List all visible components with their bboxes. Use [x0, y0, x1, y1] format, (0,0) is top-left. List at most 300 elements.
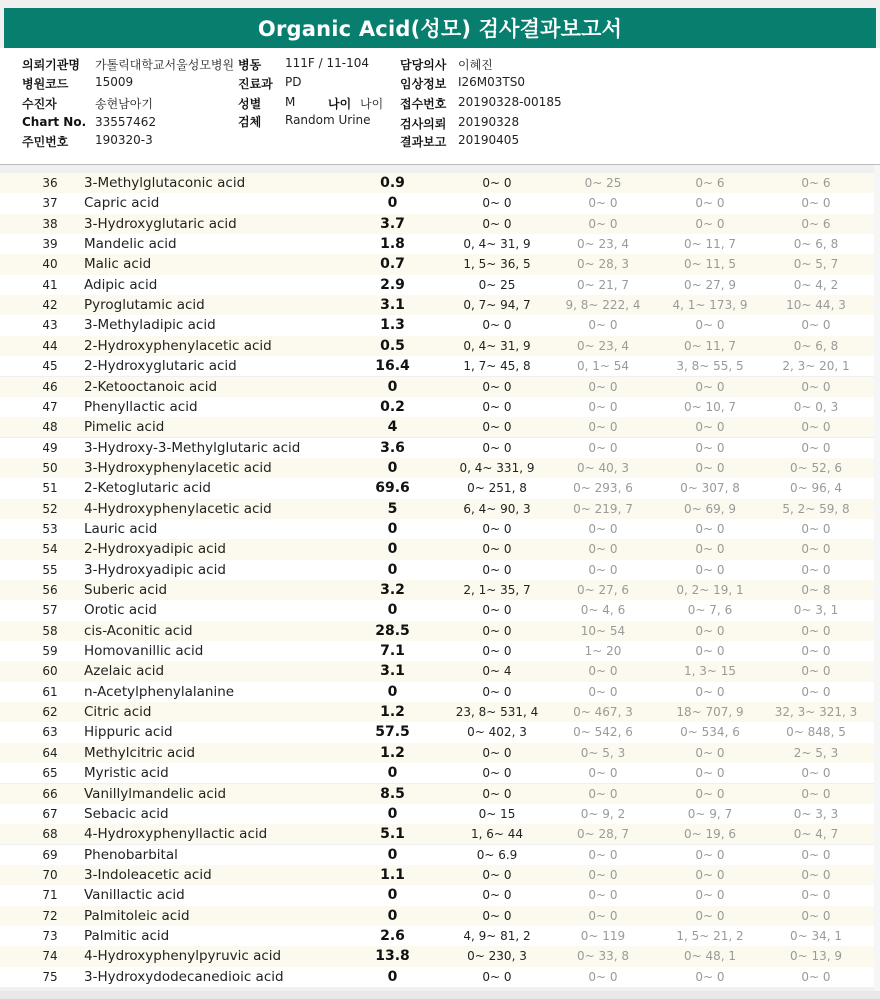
reference-range-2: 0~ 5, 3	[580, 745, 626, 760]
result-value: 8.5	[380, 785, 405, 802]
compound-name: 2-Ketoglutaric acid	[84, 480, 211, 497]
row-number: 41	[42, 277, 58, 292]
reference-range-4: 5, 2~ 59, 8	[782, 501, 850, 516]
reference-range-4: 0~ 0	[801, 542, 831, 557]
table-row	[0, 967, 880, 987]
reference-range-1: 0~ 0	[482, 908, 512, 923]
reference-range-4: 0~ 0	[801, 684, 831, 699]
reference-range-2: 0~ 0	[588, 542, 618, 557]
compound-name: Sebacic acid	[84, 805, 169, 822]
compound-name: Palmitoleic acid	[84, 907, 190, 924]
compound-name: Pyroglutamic acid	[84, 297, 205, 314]
reference-range-1: 0~ 0	[482, 379, 512, 394]
result-value: 0	[387, 887, 398, 904]
result-value: 3.2	[380, 582, 405, 598]
reference-range-2: 1~ 20	[584, 644, 622, 659]
result-value: 3.1	[380, 663, 405, 680]
reference-range-4: 0~ 848, 5	[786, 725, 846, 740]
report-date-label: 결과보고	[400, 135, 447, 149]
patient-value: 송현남아기	[95, 97, 153, 111]
reference-range-2: 0~ 25	[584, 176, 622, 190]
table-row	[0, 519, 880, 539]
row-number: 48	[42, 420, 58, 435]
table-row	[0, 580, 880, 600]
reference-range-2: 0~ 27, 6	[576, 583, 630, 597]
reference-range-1: 1, 7~ 45, 8	[463, 359, 531, 374]
reference-range-1: 0~ 15	[478, 806, 516, 821]
result-value: 2.6	[380, 927, 405, 944]
institution-label: 의뢰기관명	[22, 58, 80, 72]
row-number: 54	[42, 542, 58, 557]
table-row	[0, 946, 880, 966]
reference-range-4: 32, 3~ 321, 3	[774, 705, 858, 720]
table-row	[0, 539, 880, 559]
table-row	[0, 804, 880, 824]
table-row	[0, 458, 880, 478]
table-row	[0, 885, 880, 905]
table-row	[0, 254, 880, 274]
hospital-code-value: 15009	[95, 75, 134, 89]
table-row	[0, 275, 880, 295]
hospital-code-label: 병원코드	[22, 77, 69, 91]
row-number: 37	[42, 196, 58, 211]
table-row	[0, 560, 880, 580]
department-value: PD	[285, 75, 302, 89]
compound-name: Pimelic acid	[84, 419, 165, 436]
compound-name: Malic acid	[84, 256, 152, 273]
result-value: 0	[387, 378, 398, 395]
reference-range-3: 0~ 0	[695, 420, 725, 435]
reference-range-2: 0~ 0	[588, 766, 618, 781]
compound-name: Capric acid	[84, 195, 160, 212]
reference-range-4: 0~ 3, 3	[793, 806, 839, 821]
row-number: 73	[42, 928, 58, 943]
reference-range-1: 0~ 4	[482, 664, 512, 679]
table-row	[0, 824, 880, 844]
reference-range-2: 0~ 0	[588, 969, 618, 984]
reference-range-2: 0~ 4, 6	[580, 603, 626, 618]
reference-range-4: 0~ 0	[801, 420, 831, 435]
row-number: 64	[42, 745, 58, 760]
compound-name: Phenyllactic acid	[84, 398, 198, 415]
reference-range-3: 0~ 11, 7	[683, 338, 737, 353]
reference-range-3: 0~ 0	[695, 888, 725, 903]
row-number: 59	[42, 644, 58, 659]
reference-range-2: 0~ 0	[588, 216, 618, 231]
row-number: 50	[42, 460, 58, 475]
reference-range-4: 0~ 6	[801, 176, 831, 190]
reference-range-1: 0~ 0	[482, 562, 512, 577]
compound-name: Lauric acid	[84, 520, 158, 537]
chart-number-value: 33557462	[95, 115, 157, 129]
reference-range-2: 0~ 0	[588, 379, 618, 394]
row-number: 62	[42, 705, 58, 720]
compound-name: 3-Methyladipic acid	[84, 317, 216, 334]
row-number: 70	[42, 867, 58, 882]
reference-range-3: 18~ 707, 9	[676, 705, 744, 720]
reference-range-2: 0~ 28, 3	[576, 257, 630, 272]
result-value: 1.2	[380, 704, 405, 721]
compound-name: Suberic acid	[84, 582, 168, 598]
compound-name: Vanillactic acid	[84, 887, 185, 904]
chart-number-label: Chart No.	[22, 115, 87, 129]
reference-range-3: 0~ 0	[695, 623, 725, 638]
result-value: 0.7	[380, 256, 405, 273]
reference-range-1: 0~ 0	[482, 176, 512, 190]
request-date-label: 검사의뢰	[400, 117, 447, 131]
resident-id-label: 주민번호	[22, 135, 69, 149]
reference-range-4: 0~ 0	[801, 847, 831, 862]
reference-range-4: 0~ 0	[801, 318, 831, 333]
result-value: 0	[387, 561, 398, 578]
reference-range-4: 0~ 4, 7	[793, 827, 839, 842]
clinical-info-label: 임상정보	[400, 77, 447, 91]
reference-range-2: 0~ 0	[588, 399, 618, 414]
compound-name: 4-Hydroxyphenylacetic acid	[84, 500, 272, 517]
reference-range-1: 0~ 0	[482, 440, 512, 455]
table-row	[0, 743, 880, 763]
compound-name: Methylcitric acid	[84, 744, 196, 761]
compound-name: 2-Ketooctanoic acid	[84, 378, 218, 395]
reference-range-2: 0, 1~ 54	[576, 359, 630, 374]
row-number: 38	[42, 216, 58, 231]
reference-range-4: 0~ 0	[801, 969, 831, 984]
reference-range-1: 0~ 0	[482, 745, 512, 760]
result-value: 0	[387, 907, 398, 924]
reference-range-1: 0~ 0	[482, 684, 512, 699]
row-number: 49	[42, 440, 58, 455]
result-value: 69.6	[375, 480, 410, 497]
reference-range-3: 0~ 0	[695, 908, 725, 923]
reference-range-4: 0~ 0	[801, 196, 831, 211]
reference-range-1: 0~ 6.9	[476, 847, 518, 862]
table-row	[0, 377, 880, 397]
result-value: 16.4	[375, 358, 410, 375]
result-value: 0	[387, 765, 398, 782]
table-row	[0, 641, 880, 661]
reference-range-2: 0~ 293, 6	[573, 481, 633, 496]
row-number: 67	[42, 806, 58, 821]
reference-range-1: 0~ 0	[482, 644, 512, 659]
result-value: 0.2	[380, 398, 405, 415]
compound-name: Azelaic acid	[84, 663, 165, 680]
reference-range-2: 0~ 21, 7	[576, 277, 630, 292]
patient-info-panel	[0, 48, 880, 165]
reference-range-1: 6, 4~ 90, 3	[463, 501, 531, 516]
row-number: 51	[42, 481, 58, 496]
reference-range-4: 0~ 0, 3	[793, 399, 839, 414]
table-row	[0, 926, 880, 946]
reference-range-4: 0~ 0	[801, 562, 831, 577]
compound-name: 3-Hydroxyphenylacetic acid	[84, 459, 272, 476]
row-number: 74	[42, 949, 58, 964]
row-number: 44	[42, 338, 58, 353]
reference-range-1: 2, 1~ 35, 7	[463, 583, 531, 597]
reference-range-1: 0~ 0	[482, 420, 512, 435]
reference-range-1: 0~ 0	[482, 867, 512, 882]
result-value: 28.5	[375, 622, 410, 639]
row-number: 42	[42, 298, 58, 313]
compound-name: 4-Hydroxyphenylpyruvic acid	[84, 948, 282, 965]
result-value: 0	[387, 602, 398, 619]
table-row	[0, 763, 880, 783]
row-number: 61	[42, 684, 58, 699]
reference-range-4: 0~ 4, 2	[793, 277, 839, 292]
report-date-value: 20190405	[458, 133, 520, 147]
reference-range-1: 0~ 0	[482, 603, 512, 618]
reference-range-2: 0~ 0	[588, 888, 618, 903]
reference-range-4: 0~ 34, 1	[789, 928, 843, 943]
reference-range-4: 0~ 0	[801, 867, 831, 882]
reference-range-1: 0, 4~ 31, 9	[463, 338, 531, 353]
reference-range-1: 4, 9~ 81, 2	[463, 928, 531, 943]
reference-range-2: 0~ 467, 3	[573, 705, 633, 720]
result-value: 13.8	[375, 948, 410, 965]
result-value: 0	[387, 846, 398, 863]
compound-name: 3-Hydroxy-3-Methylglutaric acid	[84, 439, 301, 456]
row-number: 57	[42, 603, 58, 618]
receipt-number-value: 20190328-00185	[458, 95, 562, 109]
reference-range-1: 0~ 0	[482, 399, 512, 414]
compound-name: 2-Hydroxyphenylacetic acid	[84, 337, 272, 354]
reference-range-2: 0~ 119	[580, 928, 626, 943]
row-number: 56	[42, 583, 58, 597]
compound-name: Mandelic acid	[84, 236, 177, 253]
reference-range-3: 0~ 0	[695, 318, 725, 333]
row-number: 46	[42, 379, 58, 394]
reference-range-4: 0~ 0	[801, 766, 831, 781]
compound-name: Hippuric acid	[84, 724, 173, 741]
compound-name: Palmitic acid	[84, 927, 170, 944]
row-number: 58	[42, 623, 58, 638]
reference-range-1: 23, 8~ 531, 4	[455, 705, 539, 720]
scrollbar[interactable]	[874, 165, 880, 991]
compound-name: Orotic acid	[84, 602, 157, 619]
sex-label: 성별	[238, 97, 262, 111]
reference-range-4: 0~ 3, 1	[793, 603, 839, 618]
reference-range-3: 0~ 9, 7	[687, 806, 733, 821]
reference-range-1: 0~ 0	[482, 786, 512, 801]
reference-range-1: 1, 6~ 44	[470, 827, 524, 842]
reference-range-2: 0~ 28, 7	[576, 827, 630, 842]
result-value: 0	[387, 459, 398, 476]
table-row	[0, 845, 880, 865]
doctor-label: 담당의사	[400, 58, 447, 72]
reference-range-2: 9, 8~ 222, 4	[565, 298, 641, 313]
row-number: 65	[42, 766, 58, 781]
reference-range-3: 0~ 0	[695, 440, 725, 455]
receipt-number-label: 접수번호	[400, 97, 447, 111]
result-value: 5	[387, 500, 398, 517]
reference-range-2: 0~ 0	[588, 847, 618, 862]
compound-name: Vanillylmandelic acid	[84, 785, 227, 802]
reference-range-4: 0~ 5, 7	[793, 257, 839, 272]
compound-name: 3-Hydroxydodecanedioic acid	[84, 968, 284, 985]
reference-range-3: 0~ 0	[695, 460, 725, 475]
reference-range-2: 0~ 0	[588, 664, 618, 679]
reference-range-3: 0~ 0	[695, 562, 725, 577]
patient-label: 수진자	[22, 97, 57, 111]
reference-range-3: 0~ 69, 9	[683, 501, 737, 516]
compound-name: n-Acetylphenylalanine	[84, 683, 235, 700]
compound-name: 4-Hydroxyphenyllactic acid	[84, 826, 268, 843]
table-row	[0, 906, 880, 926]
table-row	[0, 315, 880, 335]
reference-range-3: 0~ 0	[695, 745, 725, 760]
reference-range-3: 0~ 7, 6	[687, 603, 733, 618]
table-row	[0, 417, 880, 437]
result-value: 1.3	[380, 317, 405, 334]
result-value: 57.5	[375, 724, 410, 741]
reference-range-2: 0~ 0	[588, 786, 618, 801]
table-row	[0, 621, 880, 641]
reference-range-1: 0~ 25	[478, 277, 516, 292]
row-number: 60	[42, 664, 58, 679]
row-number: 75	[42, 969, 58, 984]
reference-range-3: 1, 5~ 21, 2	[676, 928, 744, 943]
reference-range-3: 0~ 11, 7	[683, 237, 737, 252]
reference-range-3: 0~ 19, 6	[683, 827, 737, 842]
reference-range-1: 0~ 0	[482, 196, 512, 211]
reference-range-2: 0~ 40, 3	[576, 460, 630, 475]
institution-value: 가톨릭대학교서울성모병원	[95, 58, 235, 72]
row-number: 71	[42, 888, 58, 903]
reference-range-4: 0~ 6, 8	[793, 237, 839, 252]
table-row	[0, 193, 880, 213]
reference-range-2: 0~ 0	[588, 521, 618, 536]
table-row	[0, 784, 880, 804]
reference-range-3: 0~ 0	[695, 542, 725, 557]
compound-name: 3-Methylglutaconic acid	[84, 175, 246, 191]
table-row	[0, 438, 880, 458]
result-value: 0.5	[380, 337, 405, 354]
result-value: 3.7	[380, 215, 405, 232]
reference-range-1: 0~ 402, 3	[467, 725, 527, 740]
doctor-value: 이혜진	[458, 58, 493, 72]
reference-range-4: 0~ 0	[801, 664, 831, 679]
reference-range-3: 0~ 10, 7	[683, 399, 737, 414]
compound-name: Homovanillic acid	[84, 643, 204, 660]
result-value: 0	[387, 805, 398, 822]
reference-range-2: 0~ 0	[588, 908, 618, 923]
reference-range-3: 0~ 27, 9	[683, 277, 737, 292]
reference-range-2: 0~ 219, 7	[573, 501, 633, 516]
result-value: 5.1	[380, 826, 405, 843]
reference-range-3: 0~ 0	[695, 196, 725, 211]
result-value: 2.9	[380, 276, 405, 293]
resident-id-value: 190320-3	[95, 133, 153, 147]
reference-range-2: 0~ 0	[588, 684, 618, 699]
table-row	[0, 336, 880, 356]
ward-label: 병동	[238, 58, 262, 72]
table-row	[0, 682, 880, 702]
compound-name: 2-Hydroxyglutaric acid	[84, 358, 237, 375]
reference-range-3: 4, 1~ 173, 9	[672, 298, 748, 313]
reference-range-3: 0~ 6	[695, 176, 725, 190]
table-row	[0, 214, 880, 234]
reference-range-1: 0~ 251, 8	[467, 481, 527, 496]
row-number: 47	[42, 399, 58, 414]
reference-range-1: 0~ 0	[482, 521, 512, 536]
specimen-value: Random Urine	[285, 113, 371, 127]
reference-range-2: 10~ 54	[580, 623, 626, 638]
result-value: 7.1	[380, 643, 405, 660]
reference-range-4: 0~ 8	[801, 583, 831, 597]
compound-name: 3-Hydroxyadipic acid	[84, 561, 226, 578]
result-value: 0	[387, 541, 398, 558]
table-row	[0, 295, 880, 315]
reference-range-2: 0~ 9, 2	[580, 806, 626, 821]
table-row	[0, 234, 880, 254]
results-table	[0, 165, 880, 999]
reference-range-4: 0~ 96, 4	[789, 481, 843, 496]
table-row	[0, 478, 880, 498]
reference-range-4: 0~ 0	[801, 644, 831, 659]
reference-range-2: 0~ 0	[588, 562, 618, 577]
reference-range-4: 0~ 0	[801, 786, 831, 801]
reference-range-4: 0~ 0	[801, 908, 831, 923]
reference-range-1: 0~ 0	[482, 542, 512, 557]
sex-value: M	[285, 95, 296, 109]
reference-range-2: 0~ 33, 8	[576, 949, 630, 964]
compound-name: Adipic acid	[84, 276, 158, 293]
row-number: 66	[42, 786, 58, 801]
reference-range-3: 0~ 0	[695, 847, 725, 862]
reference-range-3: 0~ 0	[695, 684, 725, 699]
ward-value: 111F / 11-104	[285, 56, 369, 70]
result-value: 0.9	[380, 175, 405, 191]
result-value: 0	[387, 520, 398, 537]
compound-name: Phenobarbital	[84, 846, 178, 863]
row-number: 43	[42, 318, 58, 333]
reference-range-3: 0~ 0	[695, 786, 725, 801]
row-number: 36	[42, 176, 58, 190]
row-number: 53	[42, 521, 58, 536]
reference-range-4: 0~ 13, 9	[789, 949, 843, 964]
reference-range-1: 0~ 0	[482, 216, 512, 231]
reference-range-2: 0~ 0	[588, 867, 618, 882]
row-number: 68	[42, 827, 58, 842]
result-value: 1.1	[380, 866, 405, 883]
table-row	[0, 722, 880, 742]
reference-range-1: 0~ 0	[482, 888, 512, 903]
reference-range-4: 0~ 0	[801, 888, 831, 903]
request-date-value: 20190328	[458, 115, 520, 129]
reference-range-3: 0~ 0	[695, 521, 725, 536]
table-row	[0, 702, 880, 722]
compound-name: 2-Hydroxyadipic acid	[84, 541, 226, 558]
compound-name: cis-Aconitic acid	[84, 622, 193, 639]
result-value: 0	[387, 968, 398, 985]
reference-range-3: 0~ 0	[695, 216, 725, 231]
reference-range-4: 0~ 6, 8	[793, 338, 839, 353]
result-value: 1.8	[380, 236, 405, 253]
compound-name: Myristic acid	[84, 765, 169, 782]
reference-range-4: 10~ 44, 3	[786, 298, 846, 313]
reference-range-4: 0~ 0	[801, 521, 831, 536]
reference-range-4: 2~ 5, 3	[793, 745, 839, 760]
reference-range-2: 0~ 0	[588, 196, 618, 211]
reference-range-3: 0~ 11, 5	[683, 257, 737, 272]
table-row	[0, 661, 880, 681]
department-label: 진료과	[238, 77, 273, 91]
row-number: 72	[42, 908, 58, 923]
result-value: 0	[387, 195, 398, 212]
reference-range-4: 0~ 0	[801, 440, 831, 455]
reference-range-3: 0~ 0	[695, 969, 725, 984]
compound-name: 3-Hydroxyglutaric acid	[84, 215, 237, 232]
reference-range-4: 0~ 52, 6	[789, 460, 843, 475]
